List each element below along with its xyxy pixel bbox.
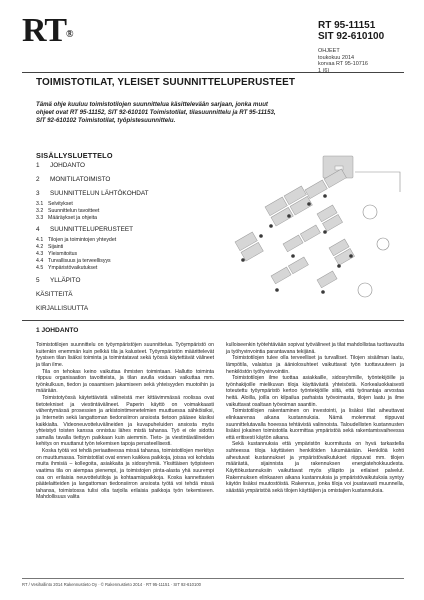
toc-item-concepts[interactable]: KÄSITTEITÄ (36, 291, 73, 298)
toc-item-3-3[interactable]: 3.3 Määräykset ja ohjeita (36, 215, 98, 221)
paragraph: Toimistotilojen tulee olla terveelliset ja turvalliset. Tilojen sisäilman laatu, lämpötila, valaistus ja ääniolosuhteet vaikuttavat työn tuottavuuteen ja henkilöstön työhyvinvointiin. (226, 355, 404, 375)
paragraph: Koska työtä voi tehdä periaatteessa missä tahansa, toimistotilojen merkitys on muuttumassa. Toimistotilat ovat ennen kaikkea paikkoja, joissa voi kohdata muita ihmisiä – kollegoita, asiakkaita ja sidosryhmiä. Yksittäisen työpisteen vaatima tila on aiempaa pienempi, ja toimistojen pinta-alasta yhä suurempi osa on erilaisia neuvottelutiloja ja kohtaamispaikkoja. Koska kannettavien päätelaitteiden ja langattoman tiedonsiirron ansiosta työtä voi tehdä missä tahansa, toimistossa tulisi olla tarjolla erilaisia paikkoja työn tekemiseen. Mahdollisuus valita (36, 448, 214, 501)
toc-item-literature[interactable]: KIRJALLISUUTTA (36, 305, 89, 312)
paragraph: Sekä kustannuksia että ympäristön kuormitusta on hyvä tarkastella suhteessa tiloja käyttävien henkilöiden lukumäärään. Henkilöä kohti aiheutuvat kustannukset ja ympäristövaikutukset riippuvat mm. tilojen määrästä, sijainnista ja rakennuksen energiatehokkuudesta. Käyttökustannuksiin vaikuttavat myös ylläpito ja erilaiset palvelut. Rakennuksen elinkaaren aikana kustannuksia ja ympäristövaikutuksia syntyy käytön lisäksi muutostöistä. Rakennus, jonka tiloja voi joustavasti muunnella, säästää ympäristöä sekä tilojen käyttäjien ja omistajien kustannuksia. (226, 441, 404, 494)
toc-item-2[interactable]: 2 MONITILATOIMISTO (36, 176, 111, 183)
meta-date: toukokuu 2014 (318, 54, 355, 61)
document-meta (318, 48, 368, 74)
rt-logo: RT® (22, 12, 73, 49)
paragraph: Toimistotilojen rakentaminen on investointi, ja lisäksi tilat aiheuttavat elinkaarensa aikana kustannuksia. Nämä molemmat riippuvat suunnittelutavalla hoeessa tehtävistä valinnoista. Taloudellisten kustannusten lisäksi jokainen toimistotila kuormittaa ympäristöä sekä rakentamisvaiheessa että eritisesti käytön aikana. (226, 408, 404, 441)
toc-item-1[interactable]: 1 JOHDANTO (36, 162, 86, 169)
toc-item-4[interactable]: 4 SUUNNITTELUPERUSTEET (36, 226, 134, 233)
toc-item-4-2[interactable]: 4.2 Sijainti (36, 244, 64, 250)
toc-item-3-2[interactable]: 3.2 Suunnittelun tavoitteet (36, 208, 100, 214)
paragraph: kulloiseenkin työtehtävään sopivat työvälineet ja tilat mahdollistaa tuottavuutta ja työhyvinvointia parantavana tekijänä. (226, 342, 404, 355)
text-column-left (36, 342, 214, 501)
footer-text: RT / Vesihallinto 2014 Rakennustieto Oy · © Rakennustieto 2014 · RT 95-11151 · SIT 92-610100 (22, 582, 201, 587)
section-heading-introduction: 1 JOHDANTO (36, 327, 79, 334)
text-column-right (226, 342, 404, 494)
registered-mark-icon: ® (66, 29, 73, 40)
paragraph: Toimistotyössä käytettävistä välineistä mer kittävimmässä roolissa ovat tietotekniset ja viestintävälineet. Paperin käyttö on voimakkaasti vähentymässä prosessien ja arkistointimenetelmien muuttuessa sähköisiksi, ja Internetin sekä langattoman tiedonsiirron ansiosta tietoon pääsee käsiksi kaikkialta. Videoneuvotteluvälineiden ja kuvapuheluiden ansiosta myös yhteistyö toisten kanssa onnistuu lähes mistä tahansa. Työ ei ole sidottu samalla tavalla tiettyyn paikkaan kuin aiemmin. Tieto- ja viestintävälineiden kehitys on muuttanut työn tekemisen tapoja perusteellisesti. (36, 395, 214, 448)
document-codes (318, 20, 384, 42)
paragraph: Tila on tehokas keino vaikuttaa ihmisten toimintaan. Hallutto toiminta riippuu organisaation tavoitteista, ja tilan avulla voidaan vaikuttaa mm. työnkulkuun, tiedon ja osaamisen jakamiseen sekä yhteisyyden muotoihin ja määrään. (36, 368, 214, 395)
toc-item-3-1[interactable]: 3.1 Selvitykset (36, 201, 73, 207)
meta-page: 1 (6) (318, 67, 330, 74)
sit-code: SIT 92-610100 (318, 31, 385, 42)
meta-type: OHJEET (318, 48, 340, 54)
toc-item-4-4[interactable]: 4.4 Turvallisuus ja terveellisyys (36, 258, 111, 264)
toc-item-4-5[interactable]: 4.5 Ympäristövaikutukset (36, 265, 98, 271)
rt-code: RT 95-11151 (318, 20, 376, 31)
meta-replaces: korvaa RT 95-10716 (318, 61, 368, 68)
footer-divider (22, 578, 404, 579)
paragraph: Toimistotilojen suunnittelu on työympäristöjen suunnittelua. Työympäristö on kuitenkin enemmän kuin pelkkä tila ja kalusteet. Työympäristön määrittelevät fyysisen tilan lisäksi toiminta ja toimintatavat sekä työssä käytettävät välineet ja tilan ilme. (36, 342, 214, 368)
office-floor-plan-illustration (205, 152, 405, 312)
toc-item-3[interactable]: 3 SUUNNITTELUN LÄHTÖKOHDAT (36, 190, 149, 197)
toc-divider (22, 320, 404, 321)
lead-paragraph: Tämä ohje kuuluu toimistotilojen suunnittelua käsittelevään sarjaan, jonka muut ohjeet ovat RT 95-11152, SIT 92-610101 Toimistotilat, tilasuunnittelu ja RT 95-11153, SIT 92-610102 Toimistotilat, työpistesuunnittelu. (36, 101, 276, 124)
toc-item-5[interactable]: 5 YLLÄPITO (36, 277, 81, 284)
toc-heading: SISÄLLYSLUETTELO (36, 151, 113, 160)
header-divider (22, 72, 404, 73)
page-title: TOIMISTOTILAT, YLEISET SUUNNITTELUPERUSTEET (36, 77, 296, 88)
toc-item-4-1[interactable]: 4.1 Tilojen ja toimintojen yhteydet (36, 237, 117, 243)
paragraph: Toimistotilojen ilme tuottaa asiakkaille, sidosryhmille, työntekijöille ja työnhakijoille mielikuvan tiloja käyttävästä yhteisöstä. Korkealuokkaisesti toteutettu työympäristö kertoo työntekijöille siitä, että työnantaja arvostaa heitä. Aloilla, joilla on kilpailua parhaista työvoimasta, tilojen laatu ja ilme vaikuttavat osaltaan työvoiman saantiin. (226, 375, 404, 408)
toc-item-4-3[interactable]: 4.3 Yleismitoitus (36, 251, 78, 257)
